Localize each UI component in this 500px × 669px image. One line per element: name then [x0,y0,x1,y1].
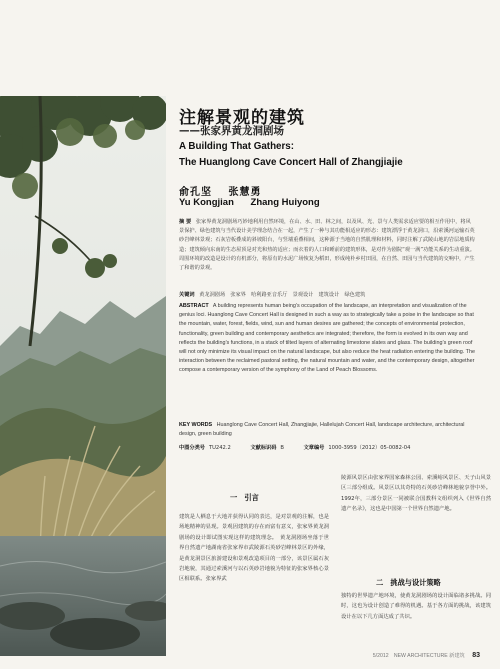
journal-name: 5/2012 NEW ARCHITECTURE 新建筑 [372,653,465,659]
classification-info [179,444,475,451]
subtitle-cn: ——张家界黄龙洞剧场 [179,125,284,137]
title-cn: 注解景观的建筑 [179,108,305,128]
author-en-1: Yu Kongjian [179,197,234,208]
doc-label: 文献标识码 [250,445,277,451]
abstract-en [179,302,475,376]
title-en-line2: The Huanglong Cave Concert Hall of Zhangjiajie [179,156,403,168]
abstract-en-label: ABSTRACT [179,303,209,309]
article-number [304,444,411,451]
author-en-2: Zhang Huiyong [250,197,320,208]
page-number: 83 [472,652,480,659]
section-heading-challenges: 二 挑战与设计策略 [376,578,441,587]
title-en [179,139,479,170]
title-en-line1: A Building That Gathers: [179,141,295,152]
clc-value: TU242.2 [208,445,231,451]
keywords-en-text: Huanglong Cave Concert Hall, Zhangjiajie, Hallelujah Concert Hall, landscape architecture, architectural design, green building [179,422,465,438]
page-footer [373,652,480,659]
section-heading-introduction: 一 引言 [230,493,259,502]
keywords-cn-text: 黄龙洞剧场 张家界 哈利路亚音乐厅 景观设计 建筑设计 绿色建筑 [199,292,366,298]
abstract-en-text: A building represents human being’s occupation of the landscape, an interpretation and visualization of the genius loci. Huanglong Cave Concert Hall is designed in such a way as to strategically take a poise in the landscape so that the mountain, water, forest, fields, wind, sun and human desires are gathered; the concepts of environmental protection, functionality, green building and contemporary aesthetics are integrated; therefore, the form is evolved in its own way and reflects the building’s functions, in a stack of tilted layers of alternating limestone slates and glass. The building’s green roof will not only minimize its visual impact on the natural landscape, but also reduce the heat radiation entering the building. The interaction between the reclaimed pastoral setting, the natural mountain and water, and the contemporary design, altogether compose a contemporary version of the symphony of the Land of Peach Blossoms. [179,303,475,374]
intro-continued-text: 陵源风景区由张家界国家森林公园、索溪峪风景区、天子山风景区三部分组成。风景区以其奇特的石英砂岩峰林地貌享誉中外。1992年，三部分景区一同被联合国教科文组织列入《世界自然遗产名录》，这也是中国第一个世界自然遗产地。 [341,475,491,513]
abstract-cn [179,218,475,273]
author-cn-2: 张慧勇 [228,187,262,198]
abstract-cn-label: 摘 要 [179,219,192,225]
clc-label: 中图分类号 [179,445,205,451]
authors-en [179,197,334,208]
authors-cn [179,183,273,198]
author-cn-1: 俞孔坚 [179,187,212,198]
section-introduction-text: 建筑是人栖息于大地并获得认同的表达，是对景观的注解，也是场地精神的显现。景观因建筑的存在而富有意义，张家界黄龙洞剧场的设计即试图实现这样的建筑理念。 黄龙洞剧场坐落于世界自然遗产地湖南省张家界市武陵源石英砂岩峰林景区的外缘，是黄龙洞景区旅游建设和景观改造项目的一部分，该景区属石灰岩地貌，其通过索溪河与以石英砂岩地貌为特征的张家界核心景区相联系。张家界武 [179,514,329,583]
article-label: 文章编号 [303,445,325,451]
article-value: 1000-3959（2012）05-0082-04 [328,445,411,451]
keywords-cn-label: 关键词 [179,292,195,298]
keywords-cn [179,291,475,300]
doc-value: B [280,445,284,451]
document-code [250,444,284,451]
section-challenges-text: 独特的世界遗产地环境，使黄龙洞剧场的设计面临诸多挑战。同时，这也为设计创造了难得的机遇。基于各方面的挑战，该建筑设计在以下几方面达成了共识。 [341,593,491,620]
keywords-en [179,421,475,439]
clc-number [179,444,231,451]
abstract-cn-text: 张家界黄龙洞剧场巧妙地利用自然环境，在山、水、田、林之间，以及风、光、景与人类需求适应要的相互作用中，将风景保护、绿色建筑与当代设计美学理念结合在一起，产生了一种与其功能相适应的形态：建筑漂浮于黄龙洞口，沿索溪河运输石英砂岩峰林景观；石灰岩板叠成的斜坡阳台，与竖墙重叠相间，这种源于当地的自然肌理和材料，同时注解了武陵山地的岩层地质构造；建筑倾向东南的生态屋顶是对光和热的适应；而衣着的人口和睡前的建筑形体，是对作为剧院“观一满”功能关系的生动重演。周围环境的改造是设计的有机部分，将原有的水泥广场恢复为稻田，形成纯朴乡村田园，在自然、田园与当代建筑的交响中，产生了和谐的景观。 [179,219,475,272]
cover-photo-landscape [0,96,166,656]
keywords-en-label: KEY WORDS [179,422,213,428]
